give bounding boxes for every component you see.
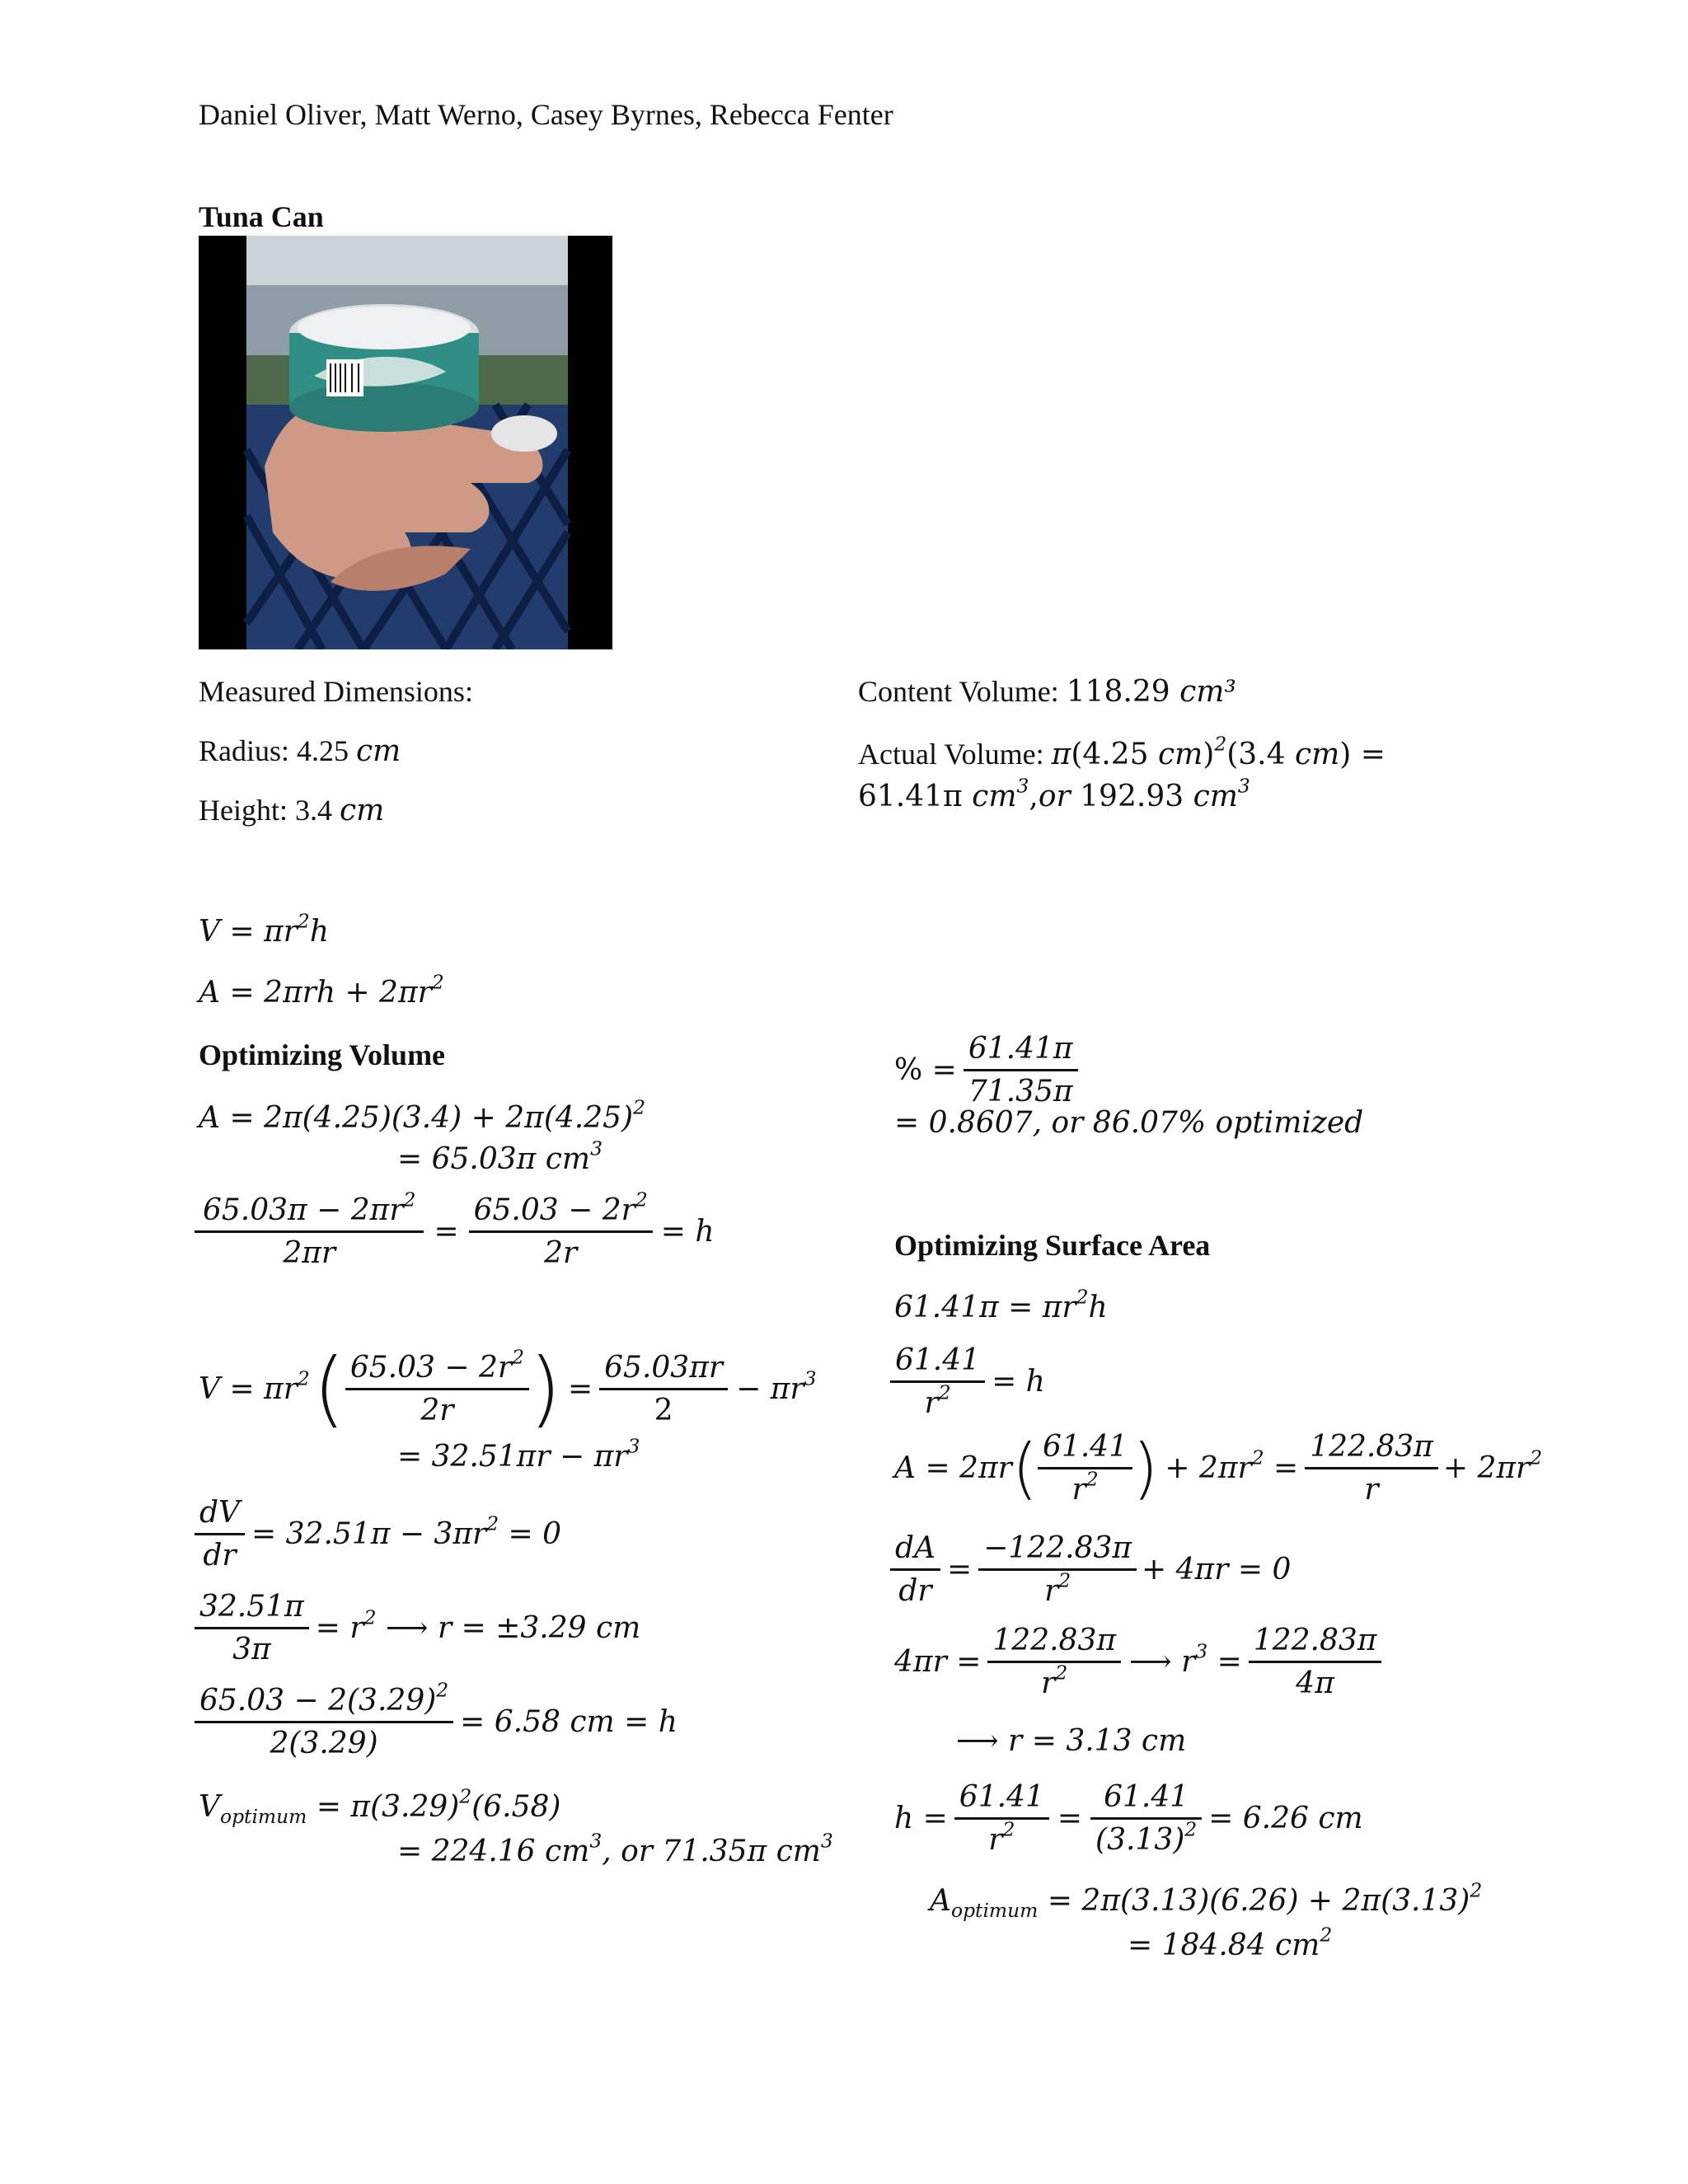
- height-expression-rhs: = h: [660, 1215, 715, 1249]
- area-derivative: [890, 1531, 1291, 1608]
- area-height-solution-eq: =: [1057, 1802, 1083, 1835]
- optimum-volume-alt: , or 71.35π cm: [602, 1835, 821, 1868]
- cube-radius-denominator-2: 4π: [1296, 1666, 1334, 1700]
- optimum-area-line2: = 184.84 $cm^2$: [1128, 1923, 1333, 1962]
- dv-numerator: dV: [195, 1496, 245, 1535]
- volume-formula-text: V = πr: [199, 915, 298, 949]
- height-fraction-2-denominator: 2r: [544, 1236, 578, 1270]
- radius-result: ⟶ r = ±3.29 cm: [376, 1611, 641, 1645]
- dv-denominator: dr: [203, 1539, 237, 1572]
- height-fraction-2-numerator: 65.03 − 2r: [473, 1193, 635, 1227]
- height-unit: cm: [339, 794, 385, 827]
- optimum-area-symbol: A: [930, 1884, 951, 1918]
- optimum-area-subscript: optimum: [951, 1899, 1039, 1923]
- radius-measurement: [199, 733, 401, 768]
- area-height-solution-fraction-2: $\frac{61.41}{(3.13)^2}$: [1090, 1780, 1202, 1857]
- area-expanded-numerator: 122.83π: [1305, 1430, 1438, 1469]
- optimum-volume-line2: = 224.16 $cm^3$, or 71.35π $cm^3$: [397, 1829, 833, 1868]
- percent-numerator: 61.41π: [964, 1032, 1078, 1071]
- height-fraction-1-numerator: 65.03π − 2πr: [203, 1193, 404, 1227]
- area-substitution-eq: =: [1264, 1451, 1299, 1485]
- actual-volume-value-2: 192.93: [1080, 780, 1184, 813]
- optimum-volume-height: (6.58): [471, 1790, 561, 1824]
- cube-radius-fraction-2: [1249, 1624, 1382, 1700]
- da-dr-fraction: [890, 1531, 940, 1608]
- photo-illustration: [199, 236, 612, 649]
- area-formula-text: A = 2πrh + 2πr: [199, 976, 432, 1010]
- optimum-area-result: = 184.84 cm: [1128, 1929, 1320, 1962]
- area-derivative-tail: + 4πr = 0: [1142, 1553, 1292, 1586]
- content-volume-unit: cm: [1179, 675, 1225, 709]
- area-substitution-lhs: A = 2πr: [894, 1451, 1012, 1485]
- area-derivative-eq: =: [947, 1553, 973, 1586]
- optimum-volume-symbol: V: [199, 1790, 220, 1824]
- radius-denominator: 3π: [232, 1633, 271, 1666]
- area-computation-text: A = 2π(4.25)(3.4) + 2π(4.25): [199, 1101, 634, 1135]
- area-computation-line1: $A = 2\pi(4.25)(3.4) + 2\pi(4.25)^2$: [199, 1095, 645, 1135]
- cube-radius-numerator-2: 122.83π: [1249, 1624, 1382, 1663]
- area-computation-line2: = 65.03π $cm^3$: [397, 1137, 603, 1176]
- optimum-volume-subscript: optimum: [220, 1805, 307, 1829]
- volume-constraint-h: h: [1088, 1291, 1108, 1324]
- volume-inner-denominator: 2r: [420, 1393, 454, 1427]
- cube-radius-eq: =: [1207, 1645, 1242, 1679]
- height-solution-numerator: 65.03 − 2(3.29): [199, 1684, 437, 1718]
- area-height-rhs: = h: [992, 1365, 1045, 1399]
- content-volume-value: 118.29: [1066, 675, 1170, 709]
- cube-radius-lhs: 4πr =: [894, 1645, 982, 1679]
- radius-label: Radius: 4.25: [199, 734, 349, 767]
- volume-inner-numerator: 65.03 − 2r: [349, 1350, 513, 1385]
- volume-expanded-fraction: [599, 1351, 728, 1427]
- optimum-volume-expression: = π(3.29): [307, 1790, 460, 1824]
- area-height-solution-numerator-1: 61.41: [954, 1780, 1049, 1820]
- actual-volume-line1: Actual Volume: π(4.25 cm)$^2$(3.4 cm) =: [858, 732, 1386, 771]
- volume-inner-fraction: $\frac{65.03 - 2r^2}{2r}$: [345, 1351, 529, 1427]
- area-substitution-mid: + 2πr: [1165, 1451, 1252, 1485]
- page-title: Tuna Can: [199, 200, 324, 233]
- percent-expression: [894, 1032, 1078, 1108]
- area-expanded-fraction: [1305, 1430, 1438, 1507]
- percent-denominator: 71.35π: [968, 1075, 1073, 1108]
- height-solution-denominator: 2(3.29): [270, 1727, 378, 1760]
- height-solution-fraction: $\frac{65.03 - 2(3.29)^2}{2(3.29)}$: [195, 1684, 453, 1760]
- dimensions-heading: Measured Dimensions:: [199, 675, 473, 708]
- percent-fraction: [964, 1032, 1078, 1108]
- optimizing-area-heading: Optimizing Surface Area: [894, 1229, 1211, 1262]
- optimum-area-expression: = 2π(3.13)(6.26) + 2π(3.13): [1038, 1884, 1470, 1918]
- volume-simplified-text: = 32.51πr − πr: [397, 1440, 628, 1474]
- area-formula: $A = 2\pi rh + 2\pi r^2$: [199, 970, 444, 1010]
- area-computation-result: = 65.03π cm: [397, 1142, 591, 1176]
- height-label: Height: 3.4: [199, 794, 332, 827]
- dv-rhs-zero: = 0: [499, 1517, 562, 1551]
- volume-substitution-tail: − πr: [736, 1371, 804, 1406]
- content-volume: Content Volume: 118.29 cm³: [858, 675, 1236, 709]
- volume-simplified: = $32.51\pi r - \pi r^3$: [397, 1434, 640, 1474]
- area-height-solution-denominator-1: r: [988, 1823, 1003, 1857]
- area-expanded-denominator: r: [1364, 1473, 1379, 1507]
- area-height-numerator: 61.41: [890, 1343, 985, 1383]
- cube-radius-equation: 4πr = $\frac{122.83\pi}{r^2}$ ⟶ $r^3$ = $\frac{122.83\pi}{4\pi}$: [894, 1624, 1381, 1700]
- area-derivative-denominator: r: [1044, 1574, 1059, 1608]
- da-numerator: dA: [890, 1531, 940, 1571]
- percent-result: = 0.8607, or 86.07% optimized: [894, 1106, 1364, 1140]
- cube-radius-arrow: ⟶ r: [1129, 1645, 1196, 1679]
- volume-expanded-numerator: 65.03πr: [599, 1351, 728, 1390]
- height-fraction-2: $\frac{65.03 - 2r^2}{2r}$: [469, 1193, 653, 1270]
- tuna-can-photo: [199, 236, 612, 649]
- optimum-area-line1: $A_{optimum} = 2\pi(3.13)(6.26) + 2\pi(3.13)^2$: [930, 1878, 1483, 1923]
- percent-lhs: % =: [894, 1053, 957, 1087]
- optimum-volume-result: = 224.16 cm: [397, 1835, 590, 1868]
- cube-radius-fraction-1: $\frac{122.83\pi}{r^2}$: [987, 1624, 1121, 1700]
- volume-derivative: $\frac{dV}{dr}$ = $32.51\pi - 3\pi r^2 = 0$: [195, 1496, 561, 1572]
- volume-expanded-denominator: 2: [654, 1393, 673, 1427]
- radius-solution: $\frac{32.51\pi}{3\pi}$ = $r^2$ ⟶ r = ±3.29 cm: [195, 1590, 640, 1666]
- area-derivative-fraction: $\frac{-122.83\pi}{r^2}$: [978, 1531, 1137, 1608]
- radius-numerator: 32.51π: [195, 1590, 309, 1629]
- actual-volume-line2: 61.41π $cm^3,or$ 192.93 $cm^3$: [858, 774, 1250, 813]
- content-volume-label: Content Volume:: [858, 675, 1059, 708]
- dv-dr-fraction: [195, 1496, 245, 1572]
- area-height-fraction: $\frac{61.41}{r^2}$: [890, 1343, 985, 1420]
- height-solution-result: = 6.58 cm = h: [460, 1705, 678, 1739]
- da-denominator: dr: [898, 1574, 932, 1608]
- area-height-solution-result: = 6.26 cm: [1208, 1802, 1363, 1835]
- area-height-solution-lhs: h =: [894, 1802, 948, 1835]
- area-inner-fraction: $\frac{61.41}{r^2}$: [1038, 1430, 1132, 1507]
- area-height-solution-fraction-1: $\frac{61.41}{r^2}$: [954, 1780, 1049, 1857]
- optimizing-volume-heading: Optimizing Volume: [199, 1038, 446, 1071]
- authors-line: Daniel Oliver, Matt Werno, Casey Byrnes, Rebecca Fenter: [199, 98, 893, 131]
- radius-rhs: = r: [315, 1611, 364, 1645]
- volume-substitution-lhs: V = πr: [199, 1371, 298, 1406]
- area-radius-result: ⟶ r = 3.13 cm: [956, 1724, 1187, 1758]
- height-fraction-1-denominator: 2πr: [283, 1236, 336, 1270]
- area-height-solution-numerator-2: 61.41: [1090, 1780, 1202, 1820]
- height-expression: $\frac{65.03\pi - 2\pi r^2}{2\pi r}$ = $\frac{65.03 - 2r^2}{2r}$ = h: [195, 1193, 715, 1270]
- height-fraction-1: $\frac{65.03\pi - 2\pi r^2}{2\pi r}$: [195, 1193, 424, 1270]
- cube-radius-numerator-1: 122.83π: [987, 1624, 1121, 1663]
- actual-volume-value-1: 61.41π: [858, 780, 963, 813]
- area-substitution-tail: + 2πr: [1442, 1451, 1531, 1485]
- cube-radius-denominator-1: r: [1041, 1666, 1056, 1700]
- area-height-solution-denominator-2: (3.13): [1095, 1823, 1185, 1857]
- volume-substitution: $V = \pi r^2$ ( $\frac{65.03 - 2r^2}{2r}$ ) = $\frac{65.03\pi r}{2}$ − $\pi r^3$: [199, 1340, 817, 1436]
- height-solution: [195, 1678, 678, 1760]
- radius-fraction: [195, 1590, 309, 1666]
- volume-formula: $V = \pi r^2h$: [199, 909, 329, 949]
- volume-constraint: $61.41\pi = \pi r^2h$: [894, 1285, 1108, 1324]
- area-height-expression: [890, 1343, 1045, 1420]
- area-inner-numerator: 61.41: [1038, 1430, 1132, 1469]
- radius-unit: cm: [356, 734, 401, 768]
- area-height-solution: [894, 1780, 1363, 1857]
- height-measurement: [199, 793, 384, 827]
- dv-rhs: = 32.51π − 3πr: [251, 1517, 487, 1551]
- area-derivative-numerator: −122.83π: [978, 1531, 1137, 1571]
- area-inner-denominator: r: [1071, 1473, 1086, 1507]
- area-substitution: A = 2πr ( $\frac{61.41}{r^2}$ ) + $2\pi r^2$ = $\frac{122.83\pi}{r}$ + $2\pi r^2$: [894, 1429, 1543, 1507]
- volume-constraint-text: 61.41π = πr: [894, 1291, 1076, 1324]
- area-height-denominator: r: [924, 1386, 939, 1420]
- actual-volume-label: Actual Volume:: [858, 738, 1044, 771]
- optimum-volume-line1: $V_{optimum} = \pi(3.29)^2(6.58)$: [199, 1784, 561, 1829]
